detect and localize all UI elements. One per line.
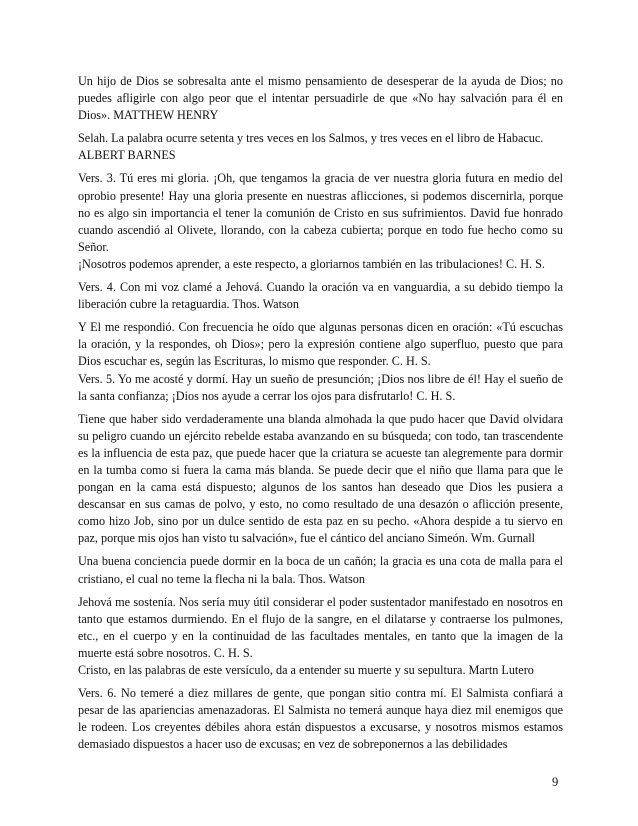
paragraph-vers-3: Vers. 3. Tú eres mi gloria. ¡Oh, que tengamos la gracia de ver nuestra gloria futura en medio del oprobio presente! Hay una gloria presente en nuestras aflicciones, si podemos discernirla, porque no es algo sin importancia el tener la comunión de Cristo en sus sufrimientos. David fue honrado cuando ascendió al Olivete, llorando, con la cabeza cubierta; porque en todo fue hecho como su Señor. (78, 171, 563, 254)
paragraph-buena-conciencia: Una buena conciencia puede dormir en la boca de un cañón; la gracia es una cota de malla para el cristiano, el cual no teme la flecha ni la bala. Thos. Watson (78, 554, 563, 586)
paragraph-gurnall: Tiene que haber sido verdaderamente una blanda almohada la que pudo hacer que David olvidara su peligro cuando un ejército rebelde estaba avanzando en su búsqueda; con todo, tan trascendente es la influencia de esta paz, que puede hacer que la criatura se acueste tan alegremente para dormir en la tumba como si fuera la cama más blanda. Se puede decir que el niño que llama para que le pongan en la cama está dispuesto; algunos de los santos han deseado que Dios les pusiera a descansar en sus camas de polvo, y esto, no como resultado de una desazón o aflicción presente, como hizo Job, sino por un dulce sentido de esta paz en su pecho. «Ahora despide a tu siervo en paz, porque mis ojos han visto tu salvación», fue el cántico del anciano Simeón. Wm. Gurnall (78, 411, 563, 546)
paragraph-vers-6: Vers. 6. No temeré a diez millares de gente, que pongan sitio contra mí. El Salmista confiará a pesar de las apariencias amenazadoras. El Salmista no temerá aunque haya diez mil enemigos que le rodeen. Los creyentes débiles ahora están dispuestos a excusarse, y nosotros mismos estamos demasiado dispuestos a hacer uso de excusas; en vez de sobreponernos a las debilidades (78, 686, 563, 752)
paragraph-vers-4: Vers. 4. Con mi voz clamé a Jehová. Cuando la oración va en vanguardia, a su debido tiempo la liberación cubre la retaguardia. Thos. Watson (78, 280, 563, 312)
page-number: 9 (552, 775, 559, 789)
paragraph-vers-5: Vers. 5. Yo me acosté y dormí. Hay un sueño de presunción; ¡Dios nos libre de él! Hay el sueño de la santa confianza; ¡Dios nos ayude a cerrar los ojos para disfrutarlo! C. H. S. (78, 371, 563, 403)
paragraph-jehova-me-sostenia: Jehová me sostenía. Nos sería muy útil considerar el poder sustentador manifestado en nosotros en tanto que estamos durmiendo. En el flujo de la sangre, en el dilatarse y contraerse los pulmones, etc., en el cuerpo y en la continuidad de las facultades mentales, en tanto que la imagen de la muerte está sobre nosotros. C. H. S. (78, 594, 563, 660)
paragraph-selah: Selah. La palabra ocurre setenta y tres veces en los Salmos, y tres veces en el libro de Habacuc. ALBERT BARNES (78, 131, 544, 163)
paragraph-el-me-respondio: Y El me respondió. Con frecuencia he oído que algunas personas dicen en oración: «Tú escuchas la oración, y la respondes, oh Dios»; pero la expresión contiene algo superfluo, puesto que para Dios escuchar es, según las Escrituras, lo mismo que responder. C. H. S. (78, 320, 563, 369)
paragraph-matthew-henry: Un hijo de Dios se sobresalta ante el mismo pensamiento de desesperar de la ayuda de Dios; no puedes afligirle con algo peor que el intentar persuadirle de que «No hay salvación para él en Dios». MATTHEW HENRY (78, 74, 563, 123)
paragraph-gloriarnos: ¡Nosotros podemos aprender, a este respecto, a gloriarnos también en las tribulaciones! C. H. S. (78, 256, 545, 271)
page-body (78, 73, 563, 759)
paragraph-lutero: Cristo, en las palabras de este versículo, da a entender su muerte y su sepultura. Martn Lutero (78, 663, 534, 677)
